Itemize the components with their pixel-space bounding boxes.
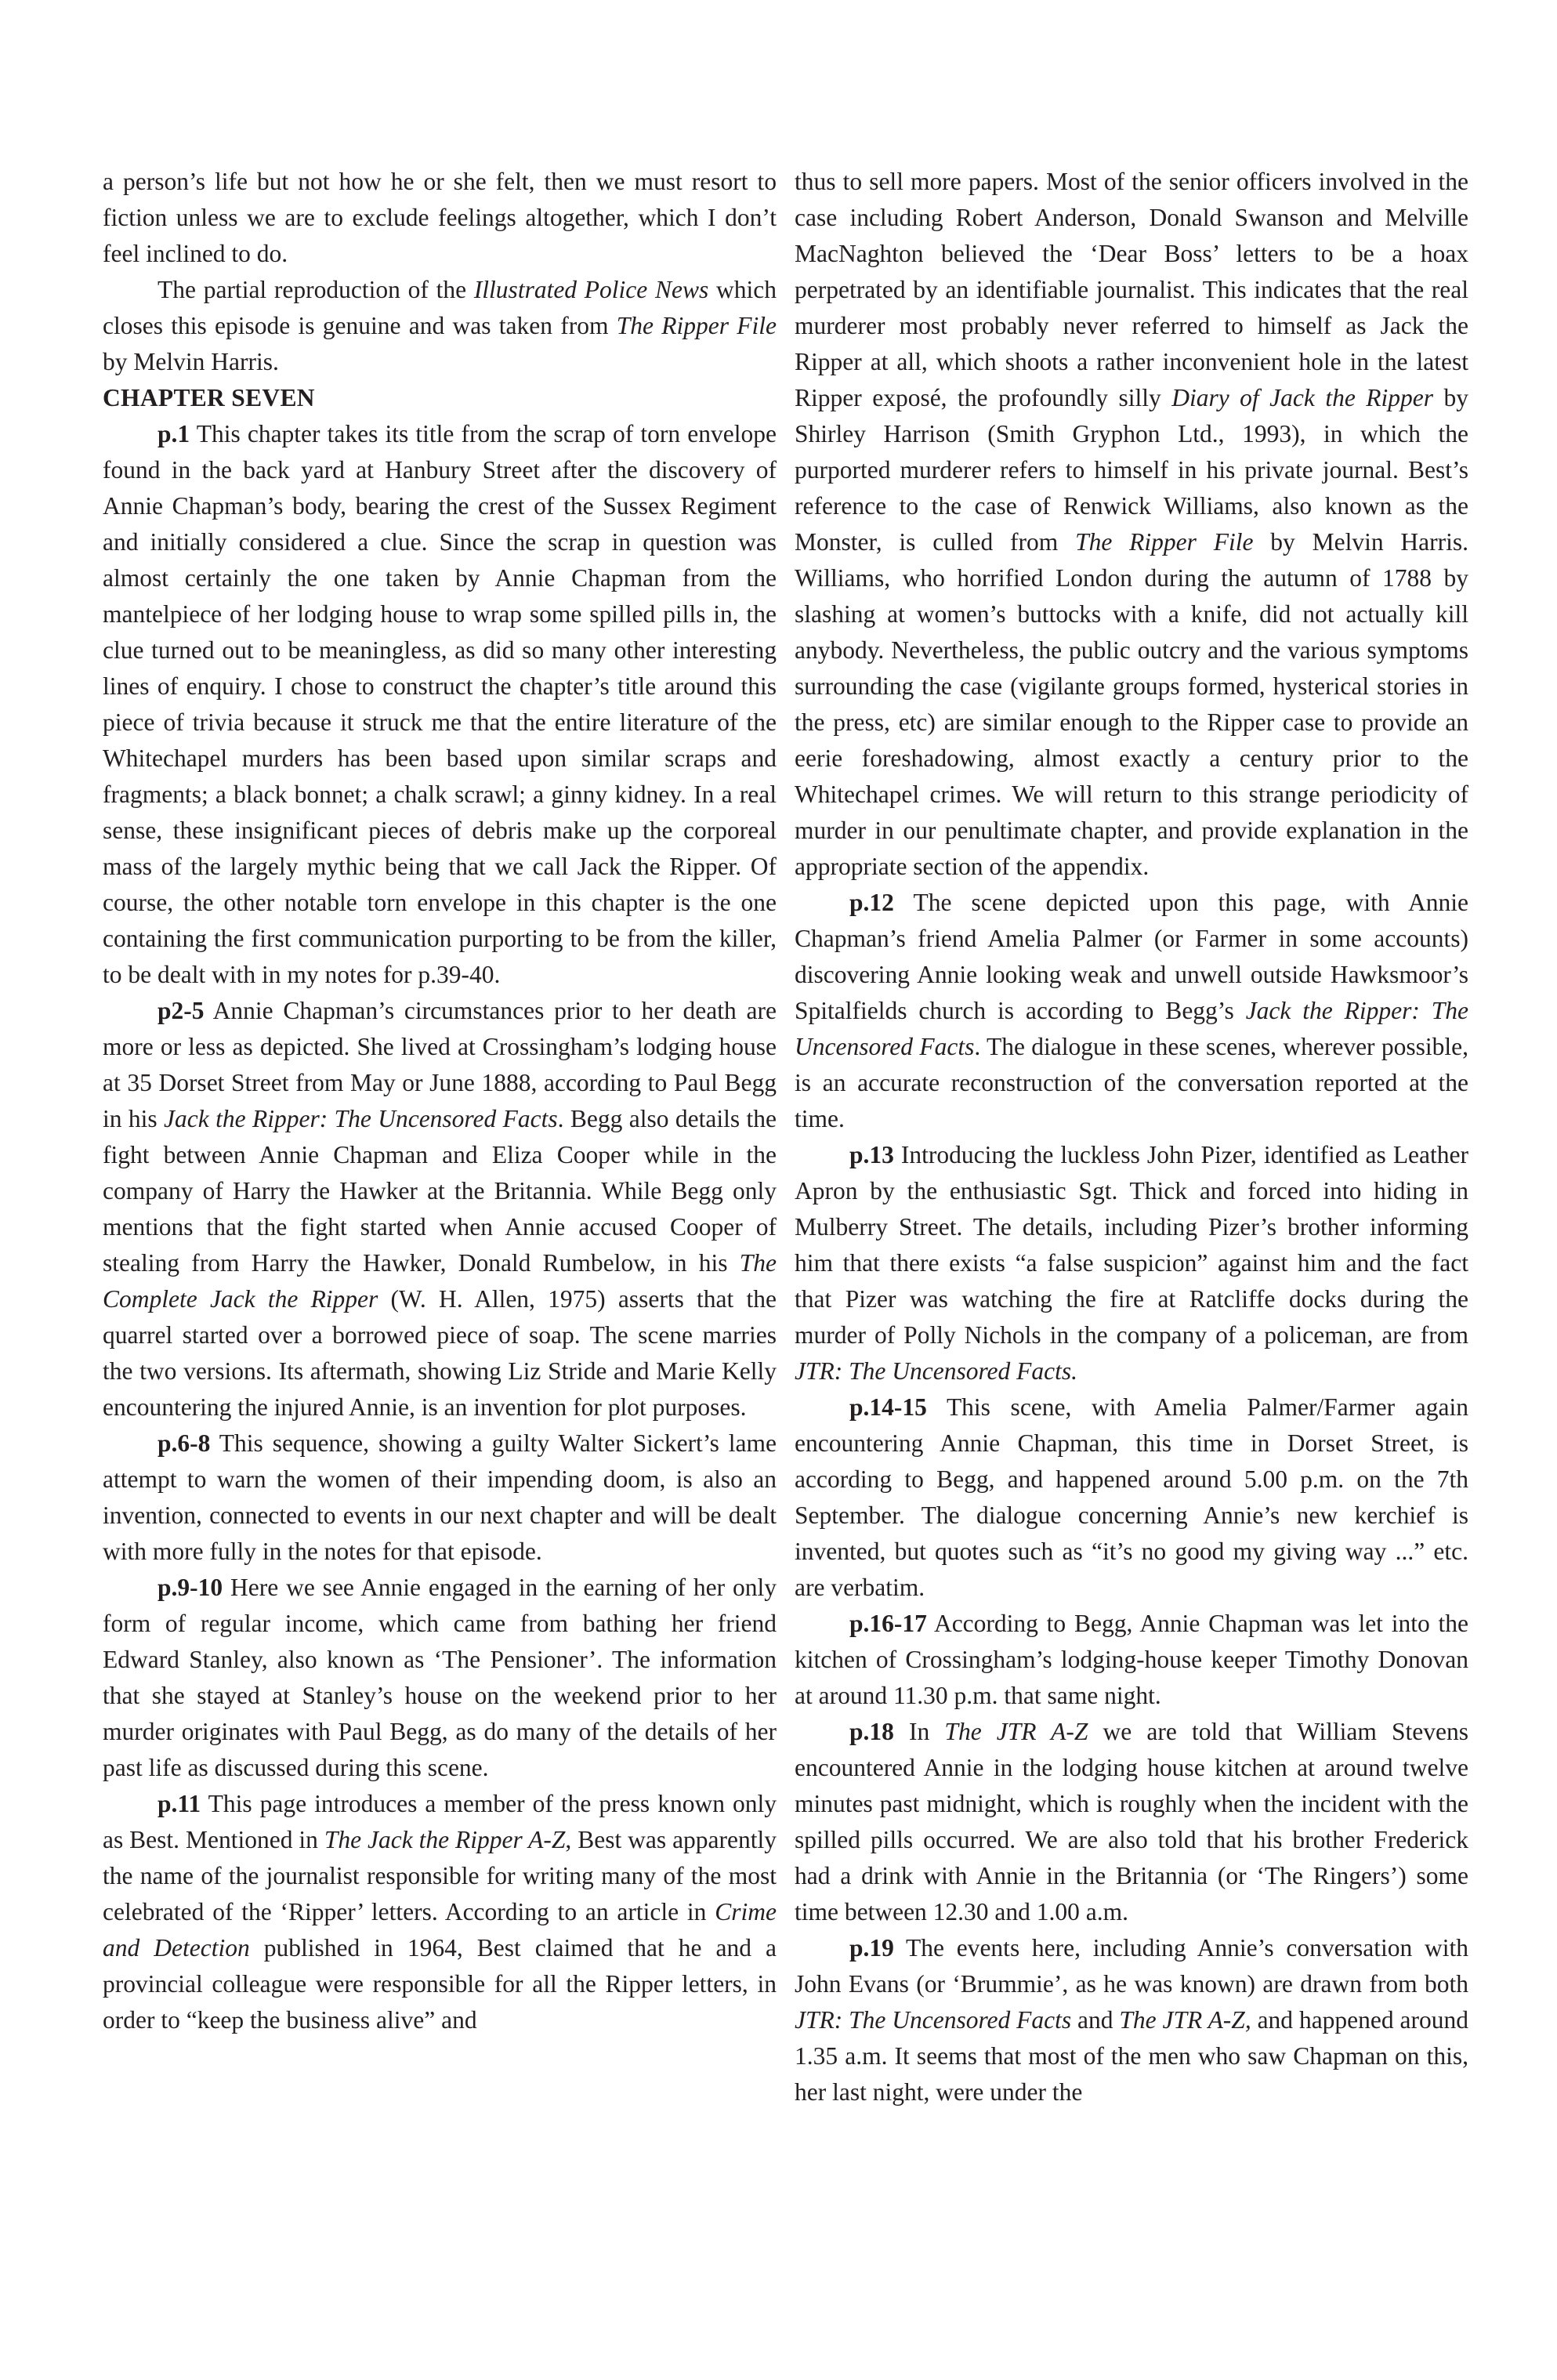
paragraph-reproduction: The partial reproduction of the Illustrated Police News which closes this episode is genuine and was taken from The Ripper File by Melvin Harris. [103,276,777,375]
note-p11: p.11 This page introduces a member of the press known only as Best. Mentioned in The Jack the Ripper A-Z, Best was apparently the name of the journalist responsible for writing many of the most celebrated of the ‘Ripper’ letters. According to an article in Crime and Detection published in 1964, Best claimed that he and a provincial colleague were responsible for all the Ripper letters, in order to “keep the business alive” and [103,1790,777,2034]
right-column [795,164,1468,2110]
note-p19: p.19 The events here, including Annie’s conversation with John Evans (or ‘Brummie’, as he was known) are drawn from both JTR: The Uncensored Facts and The JTR A-Z, and happened around 1.35 a.m. It seems that most of the men who saw Chapman on this, her last night, were under the [795,1934,1468,2106]
note-p1: p.1 This chapter takes its title from the scrap of torn envelope found in the back yard at Hanbury Street after the discovery of Annie Chapman’s body, bearing the crest of the Sussex Regiment and initially considered a clue. Since the scrap in question was almost certainly the one taken by Annie Chapman from the mantelpiece of her lodging house to wrap some spilled pills in, the clue turned out to be meaningless, as did so many other interesting lines of enquiry. I chose to construct the chapter’s title around this piece of trivia because it struck me that the entire literature of the Whitechapel murders has been based upon similar scraps and fragments; a black bonnet; a chalk scrawl; a ginny kidney. In a real sense, these insignificant pieces of debris make up the corporeal mass of the largely mythic being that we call Jack the Ripper. Of course, the other notable torn envelope in this chapter is the one containing the first communication purporting to be from the killer, to be dealt with in my notes for p.39-40. [103,420,777,988]
note-p16-17: p.16-17 According to Begg, Annie Chapman was let into the kitchen of Crossingham’s lodging-house keeper Timothy Donovan at around 11.30 p.m. that same night. [795,1610,1468,1709]
note-p6-8: p.6-8 This sequence, showing a guilty Walter Sickert’s lame attempt to warn the women of their impending doom, is also an invention, connected to events in our next chapter and will be dealt with more fully in the notes for that episode. [103,1429,777,1565]
paragraph-continuation: a person’s life but not how he or she felt, then we must resort to fiction unless we are to exclude feelings altogether, which I don’t feel inclined to do. [103,168,777,267]
note-p14-15: p.14-15 This scene, with Amelia Palmer/Farmer again encountering Annie Chapman, this time in Dorset Street, is according to Begg, and happened around 5.00 p.m. on the 7th September. The dialogue concerning Annie’s new kerchief is invented, but quotes such as “it’s no good my giving way ...” etc. are verbatim. [795,1393,1468,1601]
note-p12: p.12 The scene depicted upon this page, with Annie Chapman’s friend Amelia Palmer (or Farmer in some accounts) discovering Annie looking weak and unwell outside Hawksmoor’s Spitalfields church is according to Begg’s Jack the Ripper: The Uncensored Facts. The dialogue in these scenes, wherever possible, is an accurate reconstruction of the conversation reported at the time. [795,889,1469,1132]
note-p13: p.13 Introducing the luckless John Pizer, identified as Leather Apron by the enthusiastic Sgt. Thick and forced into hiding in Mulberry Street. The details, including Pizer’s brother informing him that there exists “a false suspicion” against him and the fact that Pizer was watching the fire at Ratcliffe docks during the murder of Polly Nichols in the company of a policeman, are from JTR: The Uncensored Facts. [795,1141,1468,1385]
paragraph-continuation-right: thus to sell more papers. Most of the senior officers involved in the case including Robert Anderson, Donald Swanson and Melville MacNaghton believed the ‘Dear Boss’ letters to be a hoax perpetrated by an identifiable journalist. This indicates that the real murderer most probably never referred to himself as Jack the Ripper at all, which shoots a rather inconvenient hole in the latest Ripper exposé, the profoundly silly Diary of Jack the Ripper by Shirley Harrison (Smith Gryphon Ltd., 1993), in which the purported murderer refers to himself in his private journal. Best’s reference to the case of Renwick Williams, also known as the Monster, is culled from The Ripper File by Melvin Harris. Williams, who horrified London during the autumn of 1788 by slashing at women’s buttocks with a knife, did not actually kill anybody. Nevertheless, the public outcry and the various symptoms surrounding the case (vigilante groups formed, hysterical stories in the press, etc) are similar enough to the Ripper case to provide an eerie foreshadowing, almost exactly a century prior to the Whitechapel crimes. We will return to this strange periodicity of murder in our penultimate chapter, and provide explanation in the appropriate section of the appendix. [795,168,1469,880]
note-p9-10: p.9-10 Here we see Annie engaged in the earning of her only form of regular income, which came from bathing her friend Edward Stanley, also known as ‘The Pensioner’. The information that she stayed at Stanley’s house on the weekend prior to her murder originates with Paul Begg, as do many of the details of her past life as discussed during this scene. [103,1574,777,1781]
note-p2-5: p2-5 Annie Chapman’s circumstances prior to her death are more or less as depicted. She lived at Crossingham’s lodging house at 35 Dorset Street from May or June 1888, according to Paul Begg in his Jack the Ripper: The Uncensored Facts. Begg also details the fight between Annie Chapman and Eliza Cooper while in the company of Harry the Hawker at the Britannia. While Begg only mentions that the fight started when Annie accused Cooper of stealing from Harry the Hawker, Donald Rumbelow, in his The Complete Jack the Ripper (W. H. Allen, 1975) asserts that the quarrel started over a borrowed piece of soap. The scene marries the two versions. Its aftermath, showing Liz Stride and Marie Kelly encountering the injured Annie, is an invention for plot purposes. [103,997,777,1421]
left-column [103,164,777,2038]
chapter-heading: CHAPTER SEVEN [103,384,315,411]
note-p18: p.18 In The JTR A-Z we are told that William Stevens encountered Annie in the lodging house kitchen at around twelve minutes past midnight, which is roughly when the incident with the spilled pills occurred. We are also told that his brother Frederick had a drink with Annie in the Britannia (or ‘The Ringers’) some time between 12.30 and 1.00 a.m. [795,1718,1468,1925]
